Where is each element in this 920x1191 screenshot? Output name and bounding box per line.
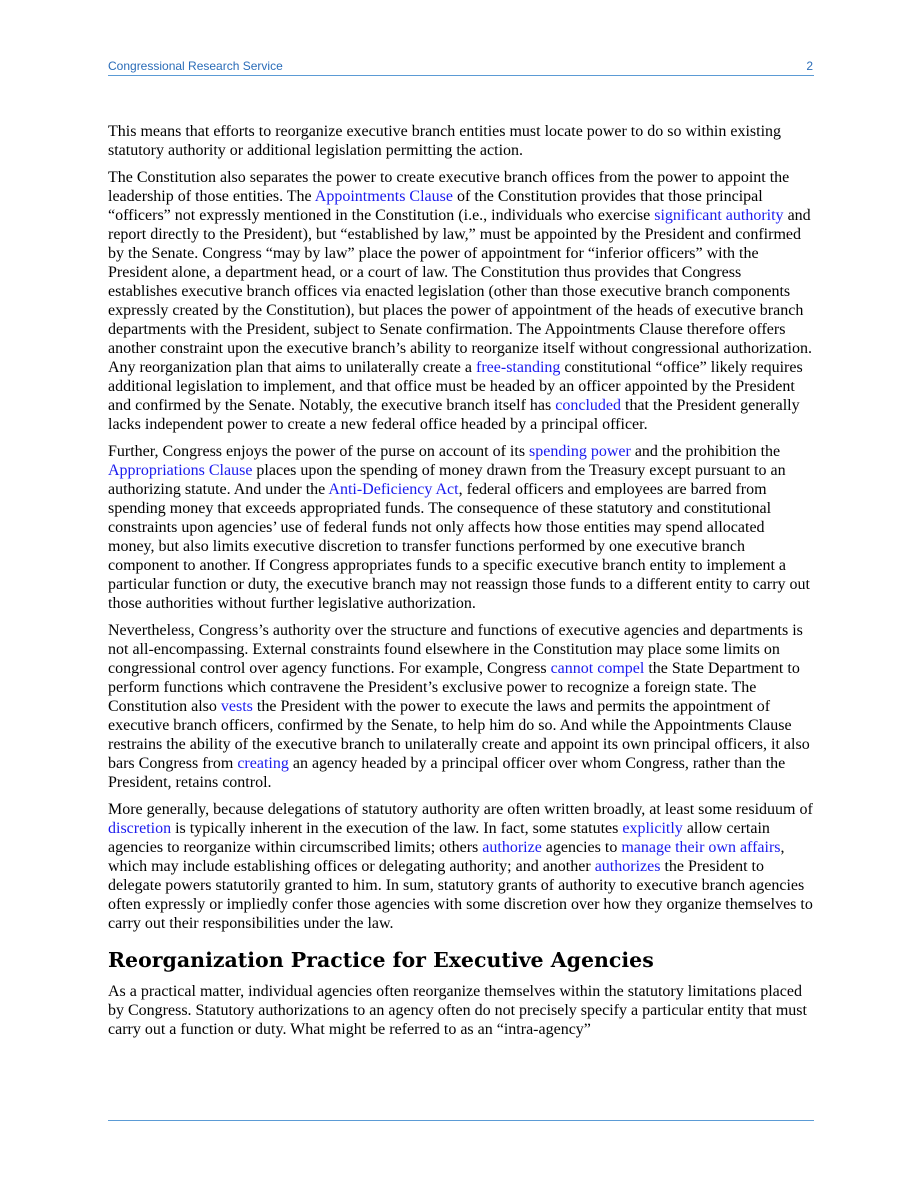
- inline-link[interactable]: authorizes: [594, 858, 661, 875]
- inline-link[interactable]: manage their own affairs: [621, 839, 781, 856]
- paragraph-text: and report directly to the President), but “established by law,” must be appointed by the President and confirmed by the Senate. Congress “may by law” place the power of appointment for “inferior officers” with the President alone, a department head, or a court of law. The Constitution thus provides that Congress establishes executive branch offices via enacted legislation (other than those executive branch components expressly created by the Constitution), but places the power of appointment of the heads of executive branch departments with the President, subject to Senate confirmation. The Appointments Clause therefore offers another constraint upon the executive branch’s ability to reorganize itself without congressional authorization. Any reorganization plan that aims to unilaterally create a: [108, 207, 812, 376]
- paragraph-text: the State Department to perform functions which contravene the President’s exclusive power to recognize a foreign state. The Constitution also: [108, 660, 800, 715]
- page-header: [108, 58, 814, 76]
- page-number: 2: [806, 59, 813, 73]
- inline-link[interactable]: explicitly: [622, 820, 683, 837]
- paragraph-text: , which may include establishing offices or delegating authority; and another: [108, 839, 785, 875]
- inline-link[interactable]: significant authority: [654, 207, 784, 224]
- paragraph-text: and the prohibition the: [630, 443, 781, 460]
- inline-link[interactable]: Appointments Clause: [314, 188, 453, 205]
- paragraph-text: This means that efforts to reorganize executive branch entities must locate power to do so within existing statutory authority or additional legislation permitting the action.: [108, 123, 782, 159]
- inline-link[interactable]: cannot compel: [550, 660, 645, 677]
- header-rule: [108, 75, 814, 76]
- paragraph-text: is typically inherent in the execution of the law. In fact, some statutes: [171, 820, 623, 837]
- section-paragraph: As a practical matter, individual agencies often reorganize themselves within the statutory limitations placed by Congress. Statutory authorizations to an agency often do not precisely specify a particular entity that must carry out a function or duty. What might be referred to as an “intra-agency”: [108, 983, 807, 1038]
- paragraph-list: [108, 122, 814, 933]
- paragraph-text: allow certain agencies to reorganize within circumscribed limits; others: [108, 820, 770, 856]
- inline-link[interactable]: Anti-Deficiency Act: [328, 481, 459, 498]
- inline-link[interactable]: creating: [237, 755, 289, 772]
- paragraph-text: of the Constitution provides that those principal “officers” not expressly mentioned in the Constitution (i.e., individuals who exercise: [108, 188, 763, 224]
- paragraph-text: places upon the spending of money drawn from the Treasury except pursuant to an authorizing statute. And under the: [108, 462, 786, 498]
- paragraph-text: The Constitution also separates the power to create executive branch offices from the power to appoint the leadership of those entities. The: [108, 169, 790, 205]
- inline-link[interactable]: concluded: [555, 397, 621, 414]
- body-paragraph: [108, 442, 814, 613]
- inline-link[interactable]: free-standing: [476, 359, 561, 376]
- paragraph-text: an agency headed by a principal officer over whom Congress, rather than the President, retains control.: [108, 755, 786, 791]
- section-heading: Reorganization Practice for Executive Agencies: [108, 948, 654, 972]
- inline-link[interactable]: spending power: [529, 443, 631, 460]
- inline-link[interactable]: vests: [220, 698, 253, 715]
- paragraph-text: Nevertheless, Congress’s authority over the structure and functions of executive agencies and departments is not all-encompassing. External constraints found elsewhere in the Constitution may place some limits on congressional control over agency functions. For example, Congress: [108, 622, 803, 677]
- paragraph-text: that the President generally lacks independent power to create a new federal office headed by a principal officer.: [108, 397, 800, 433]
- paragraph-text: the President to delegate powers statutorily granted to him. In sum, statutory grants of authority to executive branch agencies often expressly or impliedly confer those agencies with some discretion over how they organize themselves to carry out their responsibilities under the law.: [108, 858, 813, 932]
- inline-link[interactable]: authorize: [482, 839, 542, 856]
- paragraph-text: , federal officers and employees are barred from spending money that exceeds appropriated funds. The consequence of these statutory and constitutional constraints upon agencies’ use of federal funds not only affects how those entities may spend allocated money, but also limits executive discretion to transfer functions performed by one executive branch component to another. If Congress appropriates funds to a specific executive branch entity to implement a particular function or duty, the executive branch may not reassign those funds to a different entity to carry out those authorities without further legislative authorization.: [108, 481, 810, 612]
- body-paragraph: [108, 168, 814, 434]
- inline-link[interactable]: discretion: [108, 820, 172, 837]
- paragraph-text: agencies to: [541, 839, 622, 856]
- paragraph-text: Further, Congress enjoys the power of the purse on account of its: [108, 443, 530, 460]
- header-title: Congressional Research Service: [108, 59, 283, 73]
- document-body: [108, 122, 814, 1047]
- paragraph-text: constitutional “office” likely requires additional legislation to implement, and that office must be headed by an officer appointed by the President and confirmed by the Senate. Notably, the executive branch itself has: [108, 359, 803, 414]
- body-paragraph: [108, 122, 814, 160]
- body-paragraph: [108, 621, 814, 792]
- paragraph-text: More generally, because delegations of statutory authority are often written broadly, at least some residuum of: [108, 801, 813, 818]
- inline-link[interactable]: Appropriations Clause: [108, 462, 253, 479]
- footer-rule: [108, 1120, 814, 1121]
- body-paragraph: [108, 800, 814, 933]
- paragraph-text: the President with the power to execute the laws and permits the appointment of executive branch officers, confirmed by the Senate, to help him do so. And while the Appointments Clause restrains the ability of the executive branch to unilaterally create and appoint its own principal officers, it also bars Congress from: [108, 698, 810, 772]
